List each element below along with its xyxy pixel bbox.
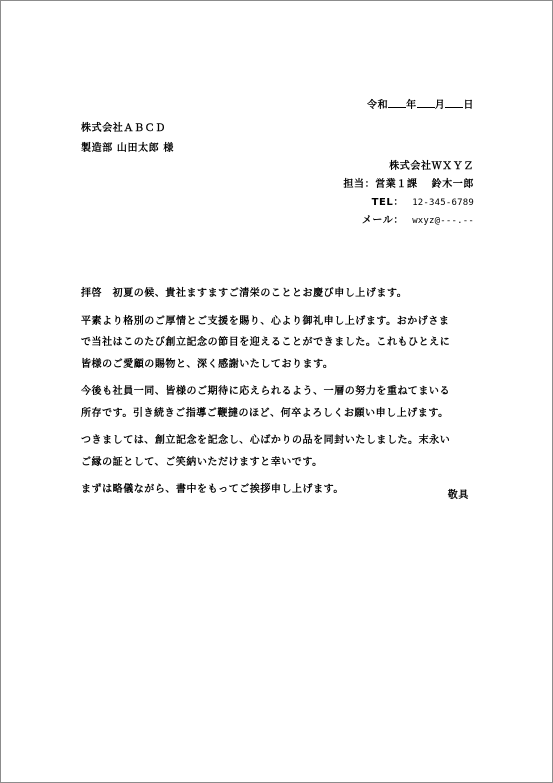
sender-tel bbox=[343, 194, 474, 212]
body-line: 今後も社員一同、皆様のご期待に応えられるよう、一層の努力を重ねてまいる bbox=[81, 386, 450, 397]
body-line: 平素より格別のご厚情とご支援を賜り、心より御礼申し上げます。おかげさま bbox=[81, 315, 450, 327]
body-line: ご縁の証として、ご笑納いただけますと幸いです。 bbox=[81, 456, 323, 468]
recipient-company: 株式会社ＡＢＣＤ bbox=[81, 123, 166, 134]
body-line: で当社はこのたび創立記念の節目を迎えることができました。これもひとえに bbox=[81, 337, 451, 348]
mail-label: メール： bbox=[361, 215, 405, 226]
paragraph-future bbox=[81, 381, 481, 424]
date-day-suffix: 日 bbox=[463, 100, 474, 111]
body-line: つきましては、創立記念を記念し、心ばかりの品を同封いたしました。末永い bbox=[81, 435, 451, 446]
body-line: 所存です。引き続きご指導ご鞭撻のほど、何卒よろしくお願い申し上げます。 bbox=[81, 407, 449, 419]
sender-name: 鈴木一郎 bbox=[431, 179, 474, 190]
letter-body bbox=[81, 283, 481, 507]
paragraph-greeting bbox=[81, 283, 481, 305]
day-blank bbox=[445, 96, 463, 108]
date-year-suffix: 年 bbox=[406, 100, 417, 111]
mail-value: wxyz@---.-- bbox=[412, 216, 474, 226]
month-blank bbox=[417, 96, 435, 108]
sender-company: 株式会社ＷＸＹＺ bbox=[389, 161, 474, 172]
sender-block bbox=[343, 158, 474, 230]
recipient-person: 製造部 山田太郎 様 bbox=[81, 143, 174, 154]
date-era: 令和 bbox=[366, 100, 389, 111]
tel-label: TEL： bbox=[371, 197, 405, 208]
closing-word: 敬具 bbox=[447, 490, 469, 501]
body-line: 皆様のご愛顧の賜物と、深く感謝いたしております。 bbox=[81, 358, 334, 370]
date-line bbox=[367, 96, 474, 112]
year-blank bbox=[388, 96, 406, 108]
body-line: 拝啓 初夏の候、貴社ますますご清栄のこととお慶び申し上げます。 bbox=[81, 288, 408, 299]
paragraph-gift bbox=[81, 430, 481, 473]
sender-contact bbox=[343, 176, 474, 194]
body-line: まずは略儀ながら、書中をもってご挨拶申し上げます。 bbox=[81, 484, 344, 495]
sender-mail bbox=[343, 212, 474, 230]
date-month-suffix: 月 bbox=[434, 100, 446, 111]
paragraph-closing-remark bbox=[81, 479, 481, 501]
tel-value: 12-345-6789 bbox=[412, 198, 474, 208]
sender-department: 担当：営業１課 bbox=[343, 179, 418, 190]
paragraph-thanks bbox=[81, 311, 481, 376]
